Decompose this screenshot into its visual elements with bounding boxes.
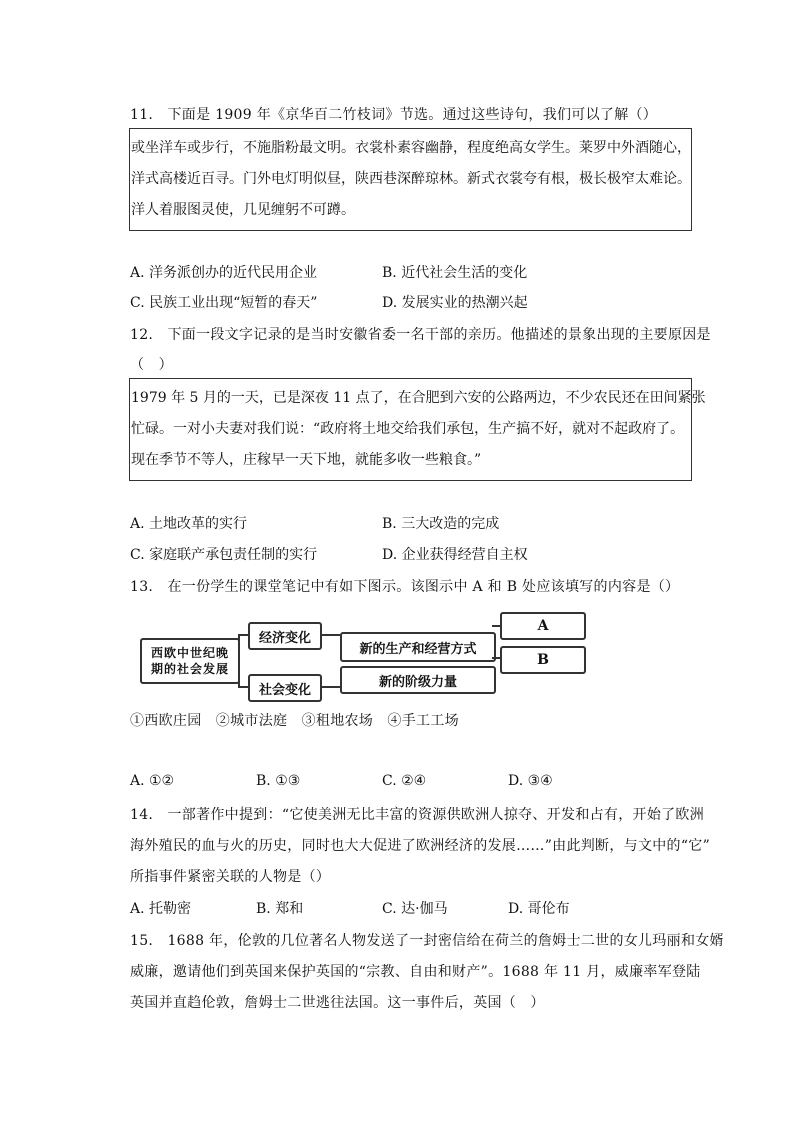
q14-stem-line2: 海外殖民的血与火的历史，同时也大大促进了欧洲经济的发展……”由此判断，与文中的“它” — [130, 838, 711, 854]
q12-option-b[interactable]: B. 三大改造的完成 — [382, 516, 500, 532]
q12-quote-line: 1979 年 5 月的一天，已是深夜 11 点了，在合肥到六安的公路两边，不少农民还在田间紧张 — [131, 390, 706, 406]
diagram-connector — [238, 686, 248, 688]
q12-option-c[interactable]: C. 家庭联产承包责任制的实行 — [130, 547, 318, 563]
q13-items: ①西欧庄园 ②城市法庭 ③租地农场 ④手工工场 — [130, 713, 459, 729]
diagram-connector — [320, 634, 340, 636]
diagram-slot-a — [500, 612, 586, 640]
diagram-connector — [492, 625, 500, 627]
diagram-new-class-box — [340, 666, 496, 694]
diagram-slot-b-label: B — [537, 652, 549, 668]
q11-stem: 11. 下面是 1909 年《京华百二竹枝词》节选。通过这些诗句，我们可以了解（） — [130, 107, 658, 123]
q11-quote-box — [129, 128, 692, 231]
diagram-new-mode-label: 新的生产和经营方式 — [359, 641, 477, 657]
q13-option-d[interactable]: D. ③④ — [508, 773, 553, 789]
diagram-root-box — [140, 638, 240, 684]
q12-stem: 12. 下面一段文字记录的是当时安徽省委一名干部的亲历。他描述的景象出现的主要原因是 — [130, 327, 711, 343]
q11-option-a[interactable]: A. 洋务派创办的近代民用企业 — [130, 265, 318, 281]
diagram-society-label: 社会变化 — [258, 682, 311, 698]
q13-stem: 13. 在一份学生的课堂笔记中有如下图示。该图示中 A 和 B 处应该填写的内容是（） — [130, 579, 680, 595]
q14-option-c[interactable]: C. 达·伽马 — [382, 901, 448, 917]
q13-option-a[interactable]: A. ①② — [130, 773, 175, 789]
q11-option-d[interactable]: D. 发展实业的热潮兴起 — [382, 295, 528, 311]
q15-stem-line1: 15. 1688 年，伦敦的几位著名人物发送了一封密信给在荷兰的詹姆士二世的女儿玛丽和女婿 — [130, 933, 724, 949]
q11-quote-line: 或坐洋车或步行，不施脂粉最文明。衣裳朴素容幽静，程度绝高女学生。莱罗中外酒随心， — [131, 140, 691, 156]
q13-option-b[interactable]: B. ①③ — [256, 773, 301, 789]
q15-stem-line3: 英国并直趋伦敦，詹姆士二世逃往法国。这一事件后，英国（ ） — [130, 995, 545, 1011]
q11-quote-line: 洋式高楼近百寻。门外电灯明似昼，陕西巷深醉琼林。新式衣裳夸有根，极长极窄太难论。 — [131, 171, 691, 187]
diagram-new-mode-box — [340, 632, 496, 662]
diagram-slot-a-label: A — [537, 618, 549, 634]
diagram-connector — [492, 657, 500, 659]
q13-option-c[interactable]: C. ②④ — [382, 773, 427, 789]
q11-quote-line: 洋人着服图灵使，几见缠躬不可蹲。 — [131, 202, 355, 218]
diagram-economy-box — [248, 622, 322, 650]
q12-quote-line: 忙碌。一对小夫妻对我们说：“政府将土地交给我们承包，生产搞不好，就对不起政府了。 — [131, 421, 685, 437]
diagram-connector — [238, 634, 240, 688]
q12-quote-line: 现在季节不等人，庄稼早一天下地，就能多收一些粮食。” — [131, 452, 482, 468]
q14-stem-line3: 所指事件紧密关联的人物是（） — [130, 869, 331, 885]
q14-option-b[interactable]: B. 郑和 — [256, 901, 304, 917]
q12-option-a[interactable]: A. 土地改革的实行 — [130, 516, 248, 532]
q14-option-d[interactable]: D. 哥伦布 — [508, 901, 570, 917]
q12-stem-paren: （ ） — [130, 357, 173, 373]
q14-stem-line1: 14. 一部著作中提到：“它使美洲无比丰富的资源供欧洲人掠夺、开发和占有，开始了欧洲 — [130, 807, 705, 823]
diagram-connector — [320, 686, 340, 688]
q15-stem-line2: 威廉，邀请他们到英国来保护英国的“宗教、自由和财产”。1688 年 11 月，威廉率军登陆 — [130, 964, 701, 980]
diagram-economy-label: 经济变化 — [258, 630, 311, 646]
diagram-slot-b — [500, 646, 586, 674]
q11-option-b[interactable]: B. 近代社会生活的变化 — [382, 265, 528, 281]
q12-option-d[interactable]: D. 企业获得经营自主权 — [382, 547, 528, 563]
diagram-society-box — [248, 674, 322, 702]
q11-option-c[interactable]: C. 民族工业出现“短暂的春天” — [130, 295, 318, 311]
diagram-connector — [238, 634, 248, 636]
q12-quote-box — [129, 378, 706, 481]
diagram-root-label: 西欧中世纪晚期的社会发展 — [150, 646, 229, 676]
diagram-new-class-label: 新的阶级力量 — [378, 674, 457, 690]
q14-option-a[interactable]: A. 托勒密 — [130, 901, 192, 917]
